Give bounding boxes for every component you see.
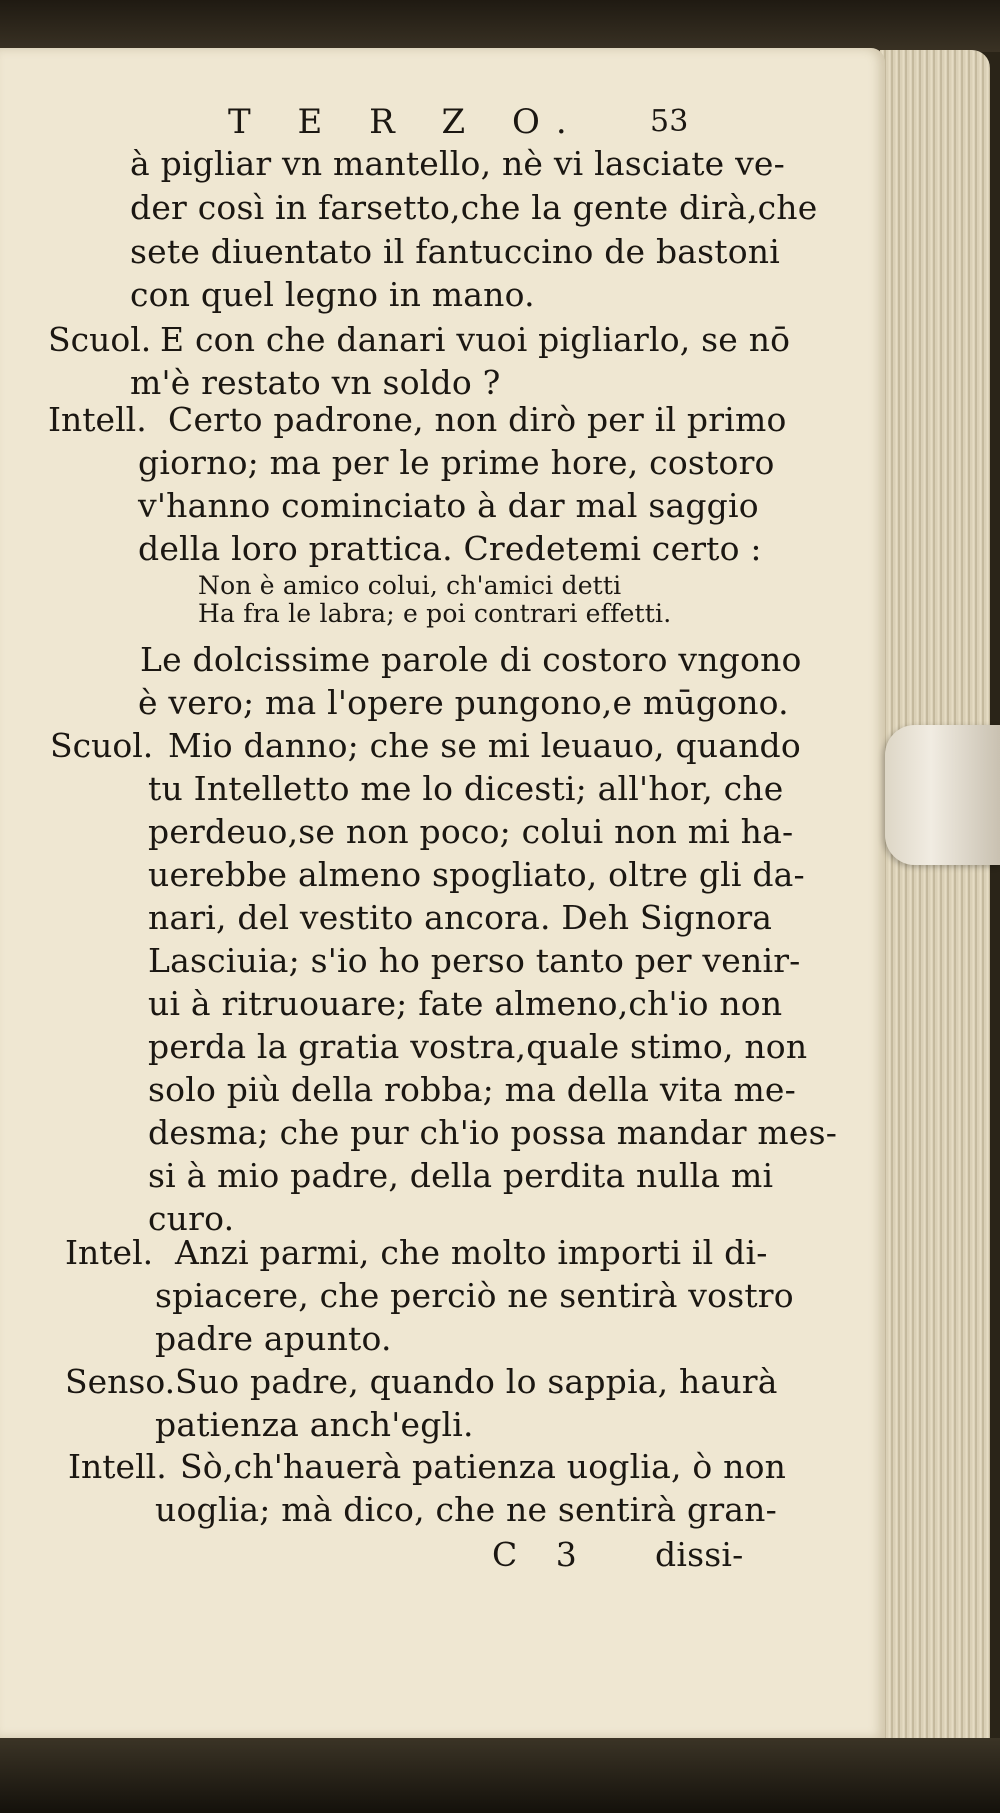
speaker-label: Scuol.: [48, 320, 152, 359]
text-line: à pigliar vn mantello, nè vi lasciate ve-: [130, 144, 786, 183]
text-line: padre apunto.: [155, 1319, 392, 1358]
text-line: der così in farsetto,che la gente dirà,che: [130, 188, 818, 227]
text-line: Anzi parmi, che molto importi il di-: [175, 1233, 768, 1272]
text-line: Le dolcissime parole di costoro vngono: [140, 640, 802, 679]
page-number: 53: [650, 104, 689, 139]
text-line: con quel legno in mano.: [130, 275, 535, 314]
text-line: è vero; ma l'opere pungono,e mūgono.: [138, 683, 789, 722]
text-line: m'è restato vn soldo ?: [130, 363, 501, 402]
text-line: patienza anch'egli.: [155, 1405, 474, 1444]
text-line: Lasciuia; s'io ho perso tanto per venir-: [148, 941, 801, 980]
speaker-label: Intel.: [65, 1233, 154, 1272]
catchword: dissi-: [655, 1535, 744, 1574]
text-line: E con che danari vuoi pigliarlo, se nō: [160, 320, 791, 359]
text-line: desma; che pur ch'io possa mandar mes-: [148, 1113, 838, 1152]
text-line: perda la gratia vostra,quale stimo, non: [148, 1027, 808, 1066]
text-line: Mio danno; che se mi leuauo, quando: [168, 726, 801, 765]
speaker-label: Intell.: [48, 400, 147, 439]
text-line: uoglia; mà dico, che ne sentirà gran-: [155, 1490, 777, 1529]
text-line: Sò,ch'hauerà patienza uoglia, ò non: [180, 1447, 787, 1486]
text-line: v'hanno cominciato à dar mal saggio: [138, 486, 759, 525]
text-line: curo.: [148, 1199, 235, 1238]
verse-line: Non è amico colui, ch'amici detti: [198, 571, 622, 600]
signature-mark: C 3: [492, 1535, 591, 1574]
text-line: tu Intelletto me lo dicesti; all'hor, che: [148, 769, 784, 808]
text-line: ui à ritruouare; fate almeno,ch'io non: [148, 984, 783, 1023]
text-line: si à mio padre, della perdita nulla mi: [148, 1156, 774, 1195]
page-edges: [880, 50, 990, 1740]
text-line: sete diuentato il fantuccino de bastoni: [130, 232, 781, 271]
text-line: solo più della robba; ma della vita me-: [148, 1070, 797, 1109]
speaker-label: Scuol.: [50, 726, 154, 765]
speaker-label: Senso.: [65, 1362, 176, 1401]
text-line: uerebbe almeno spogliato, oltre gli da-: [148, 855, 805, 894]
text-line: spiacere, che perciò ne sentirà vostro: [155, 1276, 794, 1315]
text-line: giorno; ma per le prime hore, costoro: [138, 443, 775, 482]
speaker-label: Intell.: [68, 1447, 167, 1486]
text-line: nari, del vestito ancora. Deh Signora: [148, 898, 773, 937]
verse-line: Ha fra le labra; e poi contrari effetti.: [198, 599, 672, 628]
text-line: Suo padre, quando lo sappia, haurà: [175, 1362, 778, 1401]
page-tab-marker: [885, 725, 1000, 865]
running-head: T E R Z O.: [228, 102, 585, 142]
text-line: Certo padrone, non dirò per il primo: [168, 400, 787, 439]
text-line: della loro prattica. Credetemi certo :: [138, 529, 762, 568]
text-line: perdeuo,se non poco; colui non mi ha-: [148, 812, 794, 851]
